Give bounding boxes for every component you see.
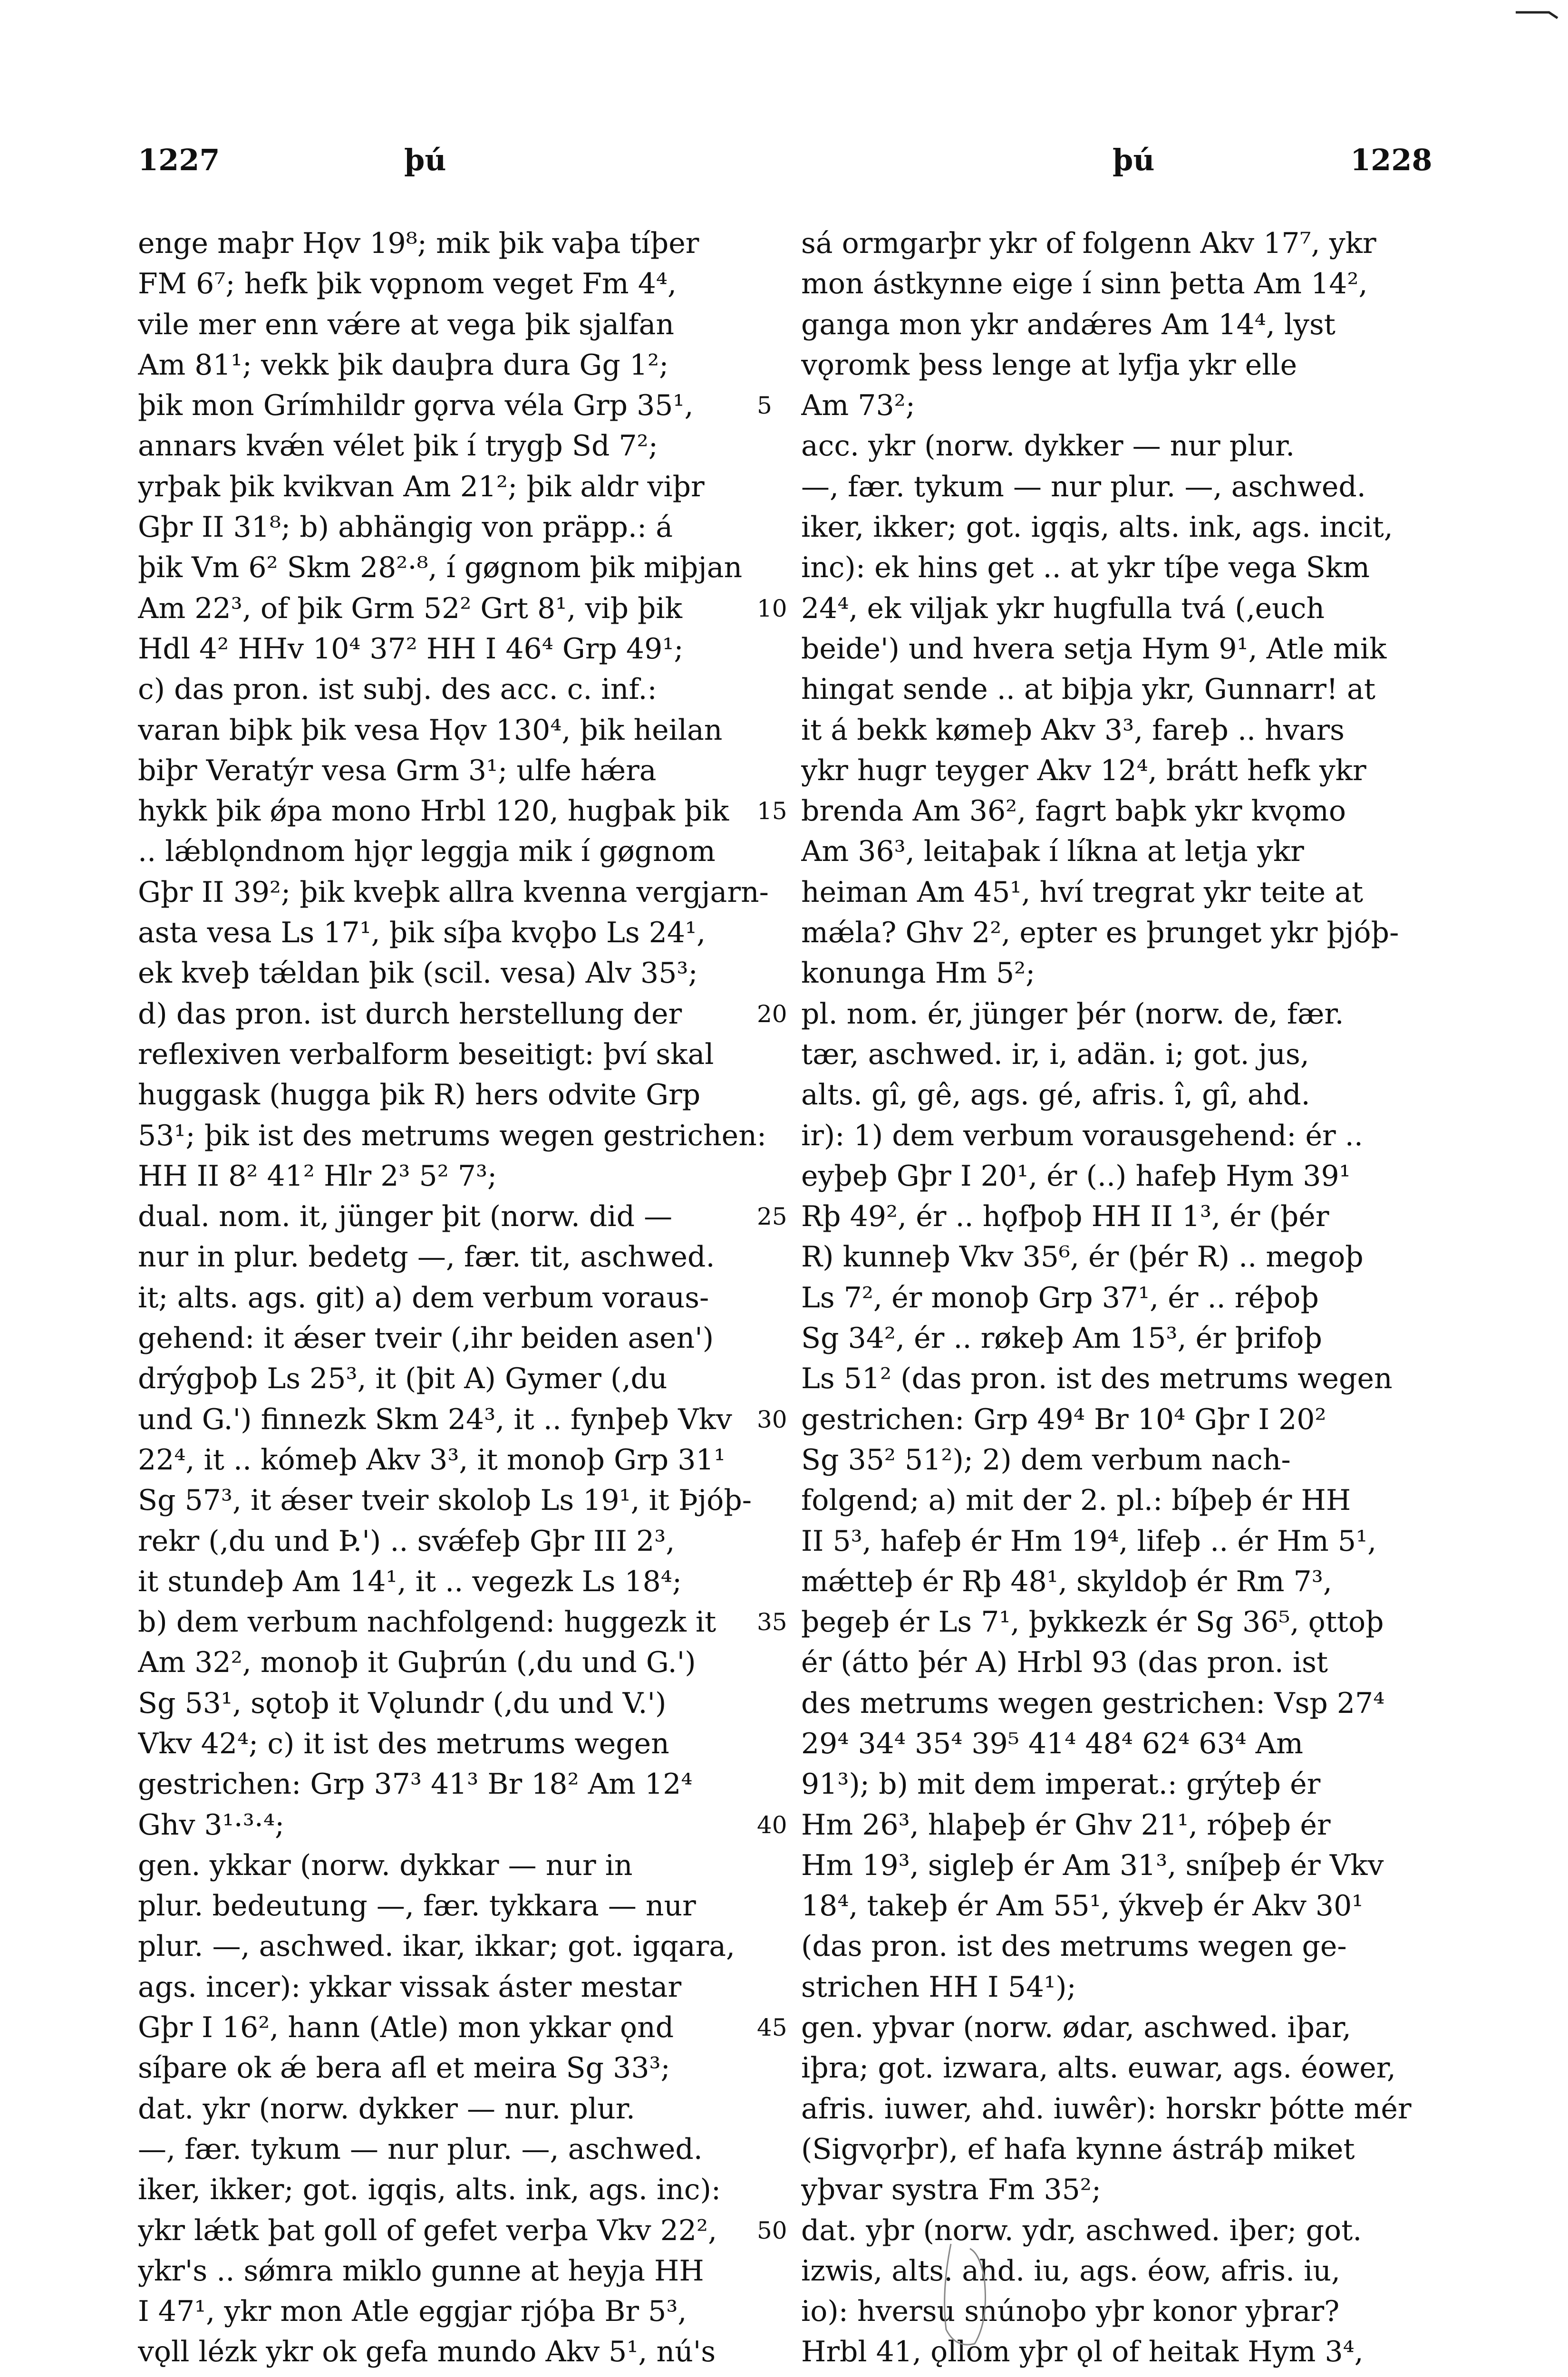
right-column-line: 18⁴, takeþ ér Am 55¹, ýkveþ ér Akv 30¹ <box>801 1889 1364 1923</box>
left-column-line: iker, ikker; got. igqis, alts. ink, ags. inc): <box>138 2173 721 2207</box>
left-column <box>138 223 789 2373</box>
right-headword: þú <box>1113 143 1155 177</box>
left-column-line: Gþr I 16², hann (Atle) mon ykkar ǫnd <box>138 2011 674 2045</box>
right-column-line: gen. yþvar (norw. ødar, aschwed. iþar, <box>801 2011 1351 2045</box>
left-column-line: dual. nom. it, jünger þit (norw. did — <box>138 1200 673 1234</box>
right-column-line: Am 36³, leitaþak í líkna at letja ykr <box>801 835 1304 869</box>
left-column-line: annars kvǽn vélet þik í trygþ Sd 7²; <box>138 429 658 463</box>
left-column-line: FM 6⁷; hefk þik vǫpnom veget Fm 4⁴, <box>138 267 677 301</box>
left-column-line: Gþr II 39²; þik kveþk allra kvenna vergjarn- <box>138 875 769 909</box>
left-column-line: enge maþr Hǫv 19⁸; mik þik vaþa tíþer <box>138 227 699 260</box>
left-column-line: nur in plur. bedetg —, fær. tit, aschwed. <box>138 1240 715 1274</box>
right-column-line: Hrbl 41, ǫllom yþr ǫl of heitak Hym 3⁴, <box>801 2335 1364 2369</box>
right-column-line: mǽla? Ghv 2², epter es þrunget ykr þjóþ- <box>801 916 1399 950</box>
right-column-line: hingat sende .. at biþja ykr, Gunnarr! at <box>801 673 1375 706</box>
right-column-line: þegeþ ér Ls 7¹, þykkezk ér Sg 36⁵, ǫttoþ <box>801 1605 1384 1639</box>
right-column-line: ykr hugr teyger Akv 12⁴, brátt hefk ykr <box>801 754 1366 787</box>
right-column-line: izwis, alts. ahd. iu, ags. éow, afris. iu, <box>801 2254 1341 2288</box>
right-page-number: 1228 <box>1350 143 1432 177</box>
right-column-line: afris. iuwer, ahd. iuwêr): horskr þótte mér <box>801 2092 1412 2126</box>
right-column-line: R) kunneþ Vkv 35⁶, ér (þér R) .. megoþ <box>801 1240 1364 1274</box>
left-column-line: it; alts. ags. git) a) dem verbum voraus- <box>138 1281 709 1314</box>
right-column-line: vǫromk þess lenge at lyfja ykr elle <box>801 348 1297 382</box>
line-number: 40 <box>757 1811 787 1839</box>
left-column-line: Gþr II 31⁸; b) abhängig von präpp.: á <box>138 511 673 544</box>
left-column-line: Am 32², monoþ it Guþrún (‚du und G.') <box>138 1646 696 1680</box>
left-column-line: ykr lǽtk þat goll of gefet verþa Vkv 22², <box>138 2213 717 2247</box>
right-column-line: Rþ 49², ér .. hǫfþoþ HH II 1³, ér (þér <box>801 1200 1329 1234</box>
right-column-line: II 5³, hafeþ ér Hm 19⁴, lifeþ .. ér Hm 5¹, <box>801 1524 1377 1558</box>
left-column-line: þik mon Grímhildr gǫrva véla Grp 35¹, <box>138 389 694 423</box>
left-column-line: síþare ok ǽ bera afl et meira Sg 33³; <box>138 2051 670 2085</box>
right-column-line: tær, aschwed. ir, i, adän. i; got. jus, <box>801 1037 1309 1071</box>
left-column-line: asta vesa Ls 17¹, þik síþa kvǫþo Ls 24¹, <box>138 916 706 950</box>
left-column-line: varan biþk þik vesa Hǫv 130⁴, þik heilan <box>138 713 723 747</box>
line-number: 45 <box>757 2014 787 2042</box>
left-headword: þú <box>404 143 446 177</box>
left-column-line: 22⁴, it .. kómeþ Akv 3³, it monoþ Grp 31¹ <box>138 1443 726 1477</box>
left-column-line: und G.') finnezk Skm 24³, it .. fynþeþ Vkv <box>138 1402 732 1436</box>
right-column-line: 24⁴, ek viljak ykr hugfulla tvá (‚euch <box>801 591 1325 625</box>
left-column-line: Sg 57³, it ǽser tveir skoloþ Ls 19¹, it Þjóþ- <box>138 1484 752 1517</box>
left-column-line: dat. ykr (norw. dykker — nur. plur. <box>138 2092 635 2126</box>
line-number: 10 <box>757 594 787 622</box>
left-column-line: ags. incer): ykkar vissak áster mestar <box>138 1970 682 2004</box>
right-column-line: 29⁴ 34⁴ 35⁴ 39⁵ 41⁴ 48⁴ 62⁴ 63⁴ Am <box>801 1727 1304 1760</box>
right-column-line: iþra; got. izwara, alts. euwar, ags. éower, <box>801 2051 1396 2085</box>
right-column-line: heiman Am 45¹, hví tregrat ykr teite at <box>801 875 1364 909</box>
left-column-line: Am 22³, of þik Grm 52² Grt 8¹, viþ þik <box>138 591 683 625</box>
right-column-line: Ls 51² (das pron. ist des metrums wegen <box>801 1362 1393 1396</box>
right-column-line: alts. gî, gê, ags. gé, afris. î, gî, ahd. <box>801 1078 1310 1112</box>
left-column-line: —, fær. tykum — nur plur. —, aschwed. <box>138 2132 703 2166</box>
left-column-line: rekr (‚du und Þ.') .. svǽfeþ Gþr III 2³, <box>138 1524 675 1558</box>
right-column-line: eyþeþ Gþr I 20¹, ér (..) hafeþ Hym 39¹ <box>801 1159 1351 1193</box>
right-column-line: ganga mon ykr andǽres Am 14⁴, lyst <box>801 308 1336 341</box>
line-number: 30 <box>757 1405 787 1433</box>
right-column-line: (Sigvǫrþr), ef hafa kynne ástráþ miket <box>801 2132 1355 2166</box>
right-column-line: folgend; a) mit der 2. pl.: bíþeþ ér HH <box>801 1484 1351 1517</box>
left-column-line: gen. ykkar (norw. dykkar — nur in <box>138 1848 633 1882</box>
right-column-line: konunga Hm 5²; <box>801 957 1036 990</box>
left-column-line: I 47¹, ykr mon Atle eggjar rjóþa Br 5³, <box>138 2295 687 2329</box>
right-column-line: mǽtteþ ér Rþ 48¹, skyldoþ ér Rm 7³, <box>801 1565 1332 1598</box>
left-column-line: Hdl 4² HHv 10⁴ 37² HH I 46⁴ Grp 49¹; <box>138 632 684 666</box>
right-column-line: iker, ikker; got. igqis, alts. ink, ags. incit, <box>801 511 1393 544</box>
left-column-line: biþr Veratýr vesa Grm 3¹; ulfe hǽra <box>138 754 657 787</box>
line-number: 35 <box>757 1608 787 1636</box>
left-column-line: c) das pron. ist subj. des acc. c. inf.: <box>138 673 657 706</box>
left-column-line: HH II 8² 41² Hlr 2³ 5² 7³; <box>138 1159 497 1193</box>
right-column-line: io): hversu snúnoþo yþr konor yþrar? <box>801 2295 1340 2329</box>
left-column-line: plur. —, aschwed. ikar, ikkar; got. igqara, <box>138 1930 736 1963</box>
left-column-line: gehend: it ǽser tveir (‚ihr beiden asen') <box>138 1322 714 1355</box>
right-column-line: yþvar systra Fm 35²; <box>801 2173 1102 2207</box>
left-column-line: Ghv 3¹·³·⁴; <box>138 1808 285 1842</box>
right-column-line: acc. ykr (norw. dykker — nur plur. <box>801 429 1295 463</box>
right-column-line: 91³); b) mit dem imperat.: grýteþ ér <box>801 1768 1321 1801</box>
left-column-line: d) das pron. ist durch herstellung der <box>138 997 682 1031</box>
right-column-line: ér (átto þér A) Hrbl 93 (das pron. ist <box>801 1646 1328 1680</box>
left-column-line: 53¹; þik ist des metrums wegen gestrichen: <box>138 1119 767 1152</box>
right-column-line: Hm 19³, sigleþ ér Am 31³, sníþeþ ér Vkv <box>801 1848 1384 1882</box>
right-column-line: (das pron. ist des metrums wegen ge- <box>801 1930 1347 1963</box>
line-number: 25 <box>757 1203 787 1231</box>
line-number: 50 <box>757 2216 787 2244</box>
left-column-line: Am 81¹; vekk þik dauþra dura Gg 1²; <box>138 348 669 382</box>
right-column-line: Ls 7², ér monoþ Grp 37¹, ér .. réþoþ <box>801 1281 1319 1314</box>
left-column-line: b) dem verbum nachfolgend: huggezk it <box>138 1605 716 1639</box>
left-column-line: Sg 53¹, sǫtoþ it Vǫlundr (‚du und V.') <box>138 1686 667 1720</box>
right-column-line: Sg 35² 51²); 2) dem verbum nach- <box>801 1443 1291 1477</box>
right-column-line: strichen HH I 54¹); <box>801 1970 1076 2004</box>
left-column-line: reflexiven verbalform beseitigt: því skal <box>138 1037 714 1071</box>
left-column-line: hykk þik ǿpa mono Hrbl 120, hugþak þik <box>138 794 729 828</box>
left-column-line: gestrichen: Grp 37³ 41³ Br 18² Am 12⁴ <box>138 1768 693 1801</box>
left-column-line: ykr's .. sǿmra miklo gunne at heyja HH <box>138 2254 704 2288</box>
left-page-number: 1227 <box>138 143 220 177</box>
left-column-line: plur. bedeutung —, fær. tykkara — nur <box>138 1889 696 1923</box>
left-column-line: vǫll lézk ykr ok gefa mundo Akv 5¹, nú's <box>138 2335 716 2369</box>
left-column-line: .. lǽblǫndnom hjǫr leggja mik í gøgnom <box>138 835 716 869</box>
right-column-line: gestrichen: Grp 49⁴ Br 10⁴ Gþr I 20² <box>801 1402 1326 1436</box>
left-column-line: vile mer enn vǽre at vega þik sjalfan <box>138 308 675 341</box>
right-column-line: mon ástkynne eige í sinn þetta Am 14², <box>801 267 1368 301</box>
right-column-line: —, fær. tykum — nur plur. —, aschwed. <box>801 470 1366 503</box>
left-column-line: drýgþoþ Ls 25³, it (þit A) Gymer (‚du <box>138 1362 668 1396</box>
left-column-line: þik Vm 6² Skm 28²·⁸, í gøgnom þik miþjan <box>138 551 743 585</box>
page-header <box>0 143 1568 190</box>
left-column-line: Vkv 42⁴; c) it ist des metrums wegen <box>138 1727 669 1760</box>
corner-mark <box>1516 10 1558 19</box>
line-number: 15 <box>757 797 787 825</box>
right-column-line: Hm 26³, hlaþeþ ér Ghv 21¹, róþeþ ér <box>801 1808 1331 1842</box>
right-column-line: dat. yþr (norw. ydr, aschwed. iþer; got. <box>801 2213 1362 2247</box>
left-column-line: ek kveþ tǽldan þik (scil. vesa) Alv 35³; <box>138 957 698 990</box>
right-column-line: Am 73²; <box>801 389 915 423</box>
left-column-line: yrþak þik kvikvan Am 21²; þik aldr viþr <box>138 470 705 503</box>
pencil-mark <box>932 2234 1003 2358</box>
left-column-line: huggask (hugga þik R) hers odvite Grp <box>138 1078 701 1112</box>
right-column-line: it á bekk kømeþ Akv 3³, fareþ .. hvars <box>801 713 1345 747</box>
right-column-line: brenda Am 36², fagrt baþk ykr kvǫmo <box>801 794 1346 828</box>
right-column-line: des metrums wegen gestrichen: Vsp 27⁴ <box>801 1686 1385 1720</box>
right-column-line: sá ormgarþr ykr of folgenn Akv 17⁷, ykr <box>801 227 1376 260</box>
line-number: 5 <box>757 392 772 420</box>
right-column-line: pl. nom. ér, jünger þér (norw. de, fær. <box>801 997 1344 1031</box>
line-number: 20 <box>757 1000 787 1028</box>
right-column-line: Sg 34², ér .. røkeþ Am 15³, ér þrifoþ <box>801 1322 1322 1355</box>
right-column <box>801 223 1452 2373</box>
right-column-line: beide') und hvera setja Hym 9¹, Atle mik <box>801 632 1387 666</box>
left-column-line: it stundeþ Am 14¹, it .. vegezk Ls 18⁴; <box>138 1565 682 1598</box>
right-column-line: inc): ek hins get .. at ykr tíþe vega Skm <box>801 551 1370 585</box>
right-column-line: ir): 1) dem verbum vorausgehend: ér .. <box>801 1119 1363 1152</box>
